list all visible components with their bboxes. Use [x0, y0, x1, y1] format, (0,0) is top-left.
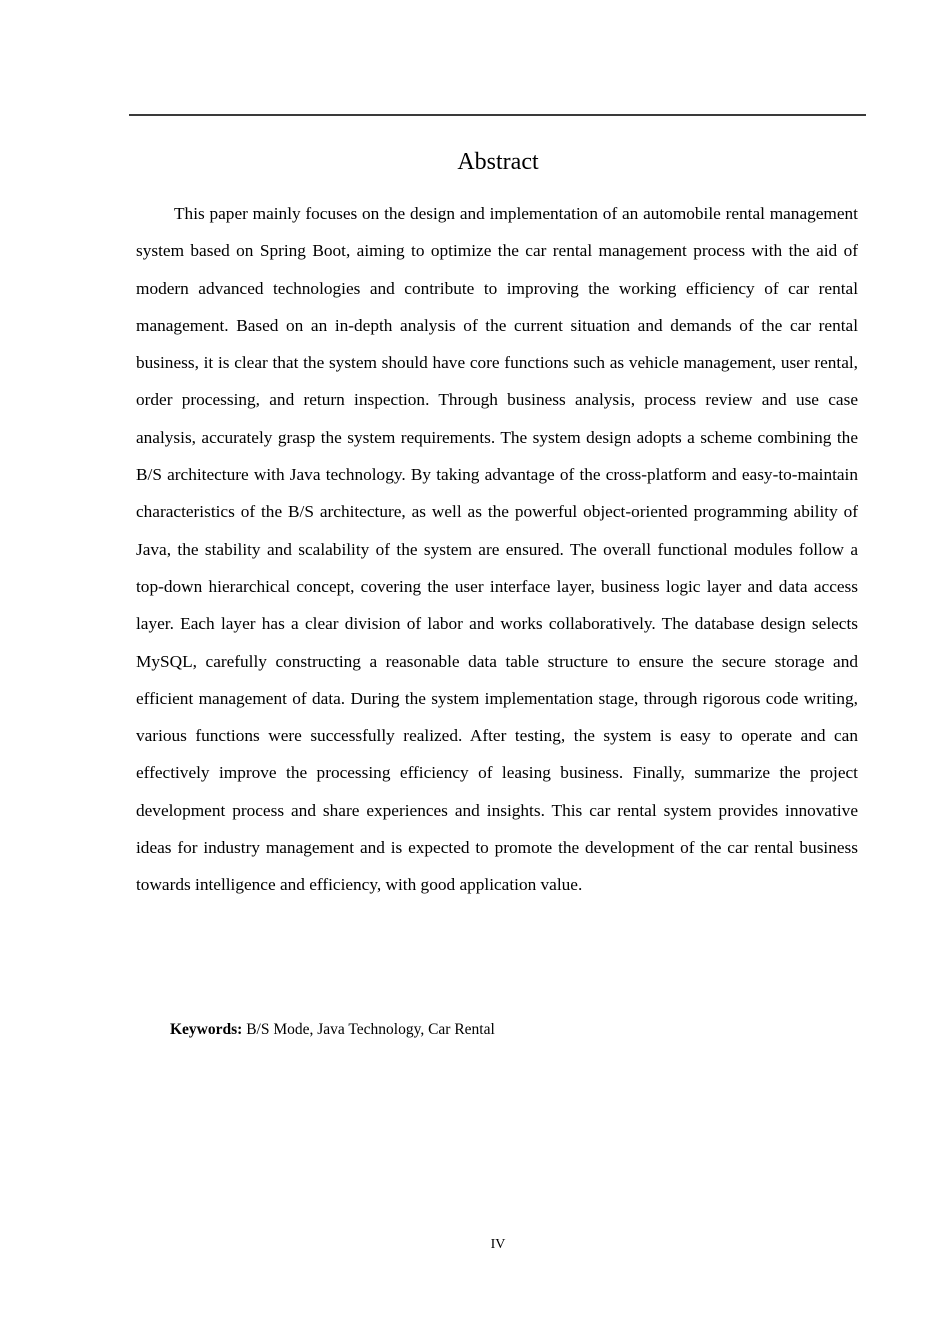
keywords-value: B/S Mode, Java Technology, Car Rental	[242, 1021, 495, 1038]
keywords-line	[170, 1019, 495, 1041]
page-number: IV	[490, 1237, 506, 1252]
abstract-title: Abstract	[457, 149, 539, 175]
header-rule	[129, 114, 866, 116]
keywords-label: Keywords:	[170, 1021, 243, 1038]
abstract-body: This paper mainly focuses on the design and implementation of an automobile rental management system based on Spring Boot, aiming to optimize the car rental management process with the aid of modern advanced technologies and contribute to improving the working efficiency of car rental management. Based on an in-depth analysis of the current situation and demands of the car rental business, it is clear that the system should have core functions such as vehicle management, user rental, order processing, and return inspection. Through business analysis, process review and use case analysis, accurately grasp the system requirements. The system design adopts a scheme combining the B/S architecture with Java technology. By taking advantage of the cross-platform and easy-to-maintain characteristics of the B/S architecture, as well as the powerful object-oriented programming ability of Java, the stability and scalability of the system are ensured. The overall functional modules follow a top-down hierarchical concept, covering the user interface layer, business logic layer and data access layer. Each layer has a clear division of labor and works collaboratively. The database design selects MySQL, carefully constructing a reasonable data table structure to ensure the secure storage and efficient management of data. During the system implementation stage, through rigorous code writing, various functions were successfully realized. After testing, the system is easy to operate and can effectively improve the processing efficiency of leasing business. Finally, summarize the project development process and share experiences and insights. This car rental system provides innovative ideas for industry management and is expected to promote the development of the car rental business towards intelligence and efficiency, with good application value.	[136, 204, 858, 895]
